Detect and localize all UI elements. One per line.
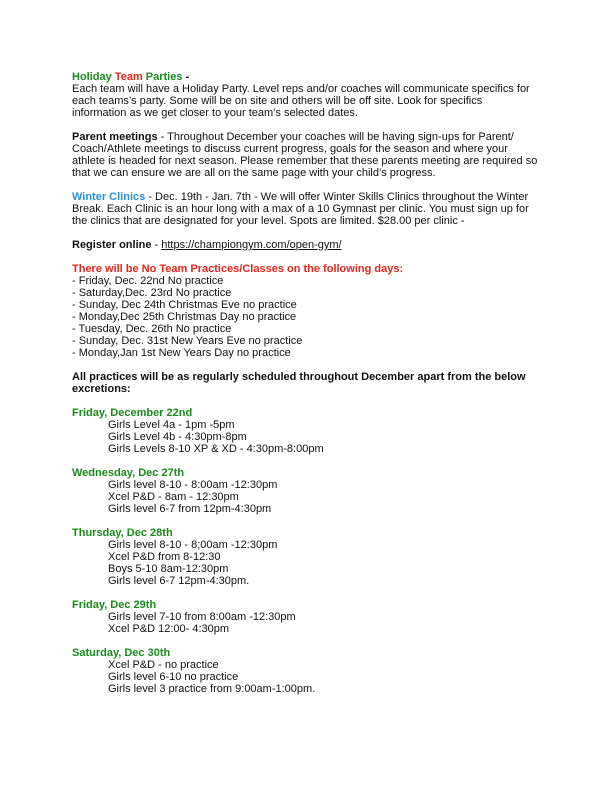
schedule-note-line: excretions: [72, 383, 131, 395]
parent-meetings-first-line [72, 131, 550, 143]
winter-clinics-text-line: the clinics that are designated for your level. Spots are limited. $28.00 per clinic - [72, 215, 465, 227]
register-line [72, 239, 550, 251]
day-thursday-28 [72, 527, 550, 587]
holiday-title-word-2: Team [114, 71, 143, 83]
holiday-title-word-3: Parties [145, 71, 183, 83]
winter-clinics-section [72, 191, 550, 227]
day-saturday-30 [72, 647, 550, 695]
day-friday-22 [72, 407, 550, 455]
winter-clinics-text-line: - Dec. 19th - Jan. 7th - We will offer Winter Skills Clinics throughout the Winter [145, 191, 529, 203]
day-item: Girls Levels 8-10 XP & XD - 4:30pm-8:00pm [108, 443, 324, 455]
day-item: Boys 5-10 8am-12:30pm [108, 563, 229, 575]
day-wednesday-27 [72, 467, 550, 515]
parent-meetings-text-line: - Throughout December your coaches will be having sign-ups for Parent/ [157, 131, 514, 143]
day-item: Girls level 8-10 - 8;00am -12:30pm [108, 539, 278, 551]
holiday-text-line: each teams’s party. Some will be on site and others will be off site. Look for specifics [72, 95, 483, 107]
no-practice-item: - Monday,Dec 25th Christmas Day no practice [72, 311, 297, 323]
no-practice-item: - Saturday,Dec. 23rd No practice [72, 287, 232, 299]
parent-meetings-text-line: that we can ensure we are all on the same page with your child’s progress. [72, 167, 436, 179]
parent-meetings-title: Parent meetings [72, 131, 158, 143]
day-item: Xcel P&D from 8-12:30 [108, 551, 221, 563]
day-item: Xcel P&D - no practice [108, 659, 219, 671]
holiday-title-dash: - [182, 71, 190, 83]
day-item: Girls level 3 practice from 9:00am-1:00pm. [108, 683, 316, 695]
holiday-title [72, 71, 189, 83]
day-item: Girls level 8-10 - 8:00am -12:30pm [108, 479, 278, 491]
no-practice-item: - Monday,Jan 1st New Years Day no practice [72, 347, 291, 359]
day-item: Xcel P&D - 8am - 12:30pm [108, 491, 239, 503]
winter-clinics-first-line [72, 191, 550, 203]
holiday-section [72, 71, 550, 119]
register-label: Register online [72, 239, 152, 251]
holiday-text-line: Each team will have a Holiday Party. Level reps and/or coaches will communicate specifics for [72, 83, 530, 95]
day-heading: Friday, Dec 29th [72, 599, 157, 611]
day-item: Girls level 6-7 12pm-4:30pm. [108, 575, 250, 587]
day-item: Girls level 6-7 from 12pm-4:30pm [108, 503, 272, 515]
winter-clinics-title: Winter Clinics [72, 191, 146, 203]
day-item: Girls Level 4b - 4:30pm-8pm [108, 431, 247, 443]
schedule-note [72, 371, 550, 395]
day-item: Girls level 7-10 from 8:00am -12:30pm [108, 611, 296, 623]
winter-clinics-text-line: Break. Each Clinic is an hour long with a max of a 10 Gymnast per clinic. You must sign up for [72, 203, 529, 215]
parent-meetings-section [72, 131, 550, 179]
document-page [72, 71, 550, 695]
day-heading: Saturday, Dec 30th [72, 647, 171, 659]
schedule-note-line: All practices will be as regularly scheduled throughout December apart from the below [72, 371, 526, 383]
holiday-title-word-1: Holiday [72, 71, 112, 83]
register-link[interactable]: https://championgym.com/open-gym/ [161, 239, 342, 251]
parent-meetings-text-line: Coach/Athlete meetings to discuss current progress, goals for the season and where your [72, 143, 508, 155]
no-practice-item: - Sunday, Dec. 31st New Years Eve no practice [72, 335, 303, 347]
day-heading: Wednesday, Dec 27th [72, 467, 185, 479]
day-item: Girls level 6-10 no practice [108, 671, 239, 683]
no-practice-title: There will be No Team Practices/Classes on the following days: [72, 263, 404, 275]
day-heading: Thursday, Dec 28th [72, 527, 173, 539]
no-practice-item: - Friday, Dec. 22nd No practice [72, 275, 224, 287]
day-friday-29 [72, 599, 550, 635]
day-heading: Friday, December 22nd [72, 407, 193, 419]
holiday-text-line: information as we get closer to your team’s selected dates. [72, 107, 358, 119]
register-section [72, 239, 550, 251]
day-item: Girls Level 4a - 1pm -5pm [108, 419, 235, 431]
no-practice-item: - Tuesday, Dec. 26th No practice [72, 323, 232, 335]
day-item: Xcel P&D 12:00- 4:30pm [108, 623, 230, 635]
no-practice-item: - Sunday, Dec 24th Christmas Eve no practice [72, 299, 297, 311]
parent-meetings-text-line: athlete is headed for next season. Please remember that these parents meeting are required so [72, 155, 538, 167]
register-dash: - [151, 239, 162, 251]
no-practice-section [72, 263, 550, 359]
